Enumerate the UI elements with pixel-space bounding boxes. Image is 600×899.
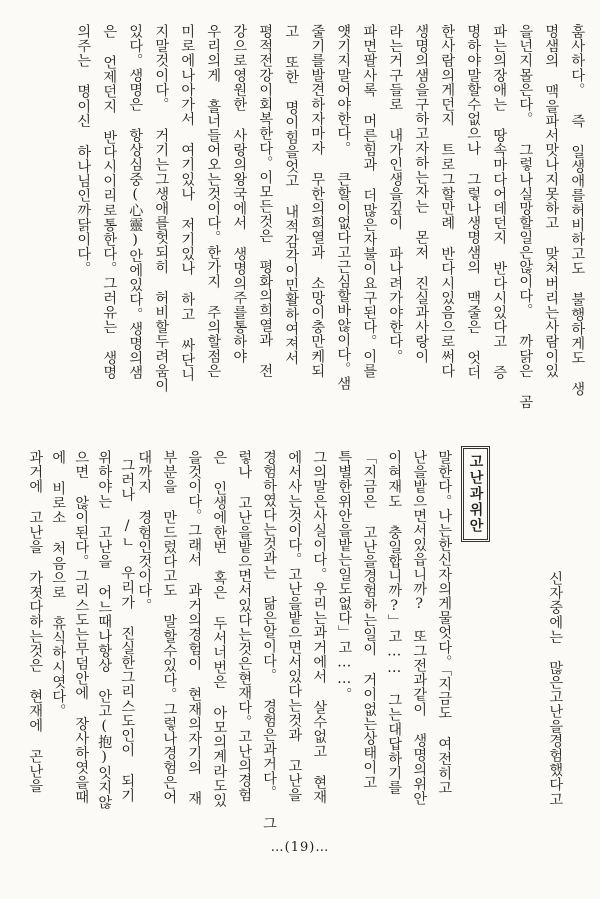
text-column: 있다。생명은 항상심중(心靈)안에있다。생명의샘: [127, 24, 144, 380]
text-column: 을넌지몰은다。 그렇나실망할일은않이다。 까닭은 곰: [517, 24, 534, 409]
text-column: 을것이다。그래서 과거의경험이 현재의자기의 재: [186, 450, 203, 806]
text-column: 난을밭으면서있읍니까? 또그전과같이 생명의위안: [411, 450, 428, 806]
text-column: 지말것이다。 거기는그생애를헛되히 허비할두려움이: [153, 24, 170, 393]
text-column: 은 인생에한번 혹은 두서너번은 아모의계라도있: [211, 450, 228, 808]
text-column: 에서사는것이다。고난을밭으면서있다는것과 고난을: [286, 450, 303, 803]
section-title-box: [461, 446, 490, 542]
text-column: 경험하였다는것과는 닮은알이다。 경험은과거다。 그: [261, 450, 278, 831]
text-column: 에 비로소 처음으로 휴식하시엿다。: [50, 450, 67, 719]
text-column: 얫기지말어야한다。 큰할이없다고근심할바않이다。샘: [335, 24, 352, 391]
text-column: 으면 않이된다。그리스도는무덤안에 장사하엿을때: [73, 450, 90, 804]
text-column: 그러나 /ㄴ 우리가 진실한그리스도인이 되기: [119, 458, 136, 803]
text-column: 강으로영원한 사랑의왕국에서 생명의주를통하야: [231, 24, 248, 364]
text-column: 특별한위안을밭는일도없다」고……。: [336, 450, 353, 702]
text-column: 과거에 고난을 가졋다하는것은 현재에 곤난을: [27, 450, 44, 793]
text-column: 우리의게 흘너들어오는것이다。한가지 주의할점은: [205, 24, 222, 378]
text-column: 명샘의 맥을파서맛나지못하고 맞처버리는사람이있: [543, 24, 560, 378]
text-column: 명하야말할수없으나 그렇나생명샘의 맥줄은 엇더: [465, 24, 482, 380]
text-column: 생명의샘을구하고자하는자는 몬저 진실과사랑이: [413, 24, 430, 364]
text-column: 렇나 고난을밭으면서있다는것은현재다。고난의경험: [236, 450, 253, 803]
text-column: 고 또한 명이힘을엇고 내적감각이민활하여져서: [283, 24, 300, 366]
text-column: 이혀재도 충일합니까?」고…… 그는대답하기를: [386, 450, 403, 795]
text-column: 파는의장애는 땅속마다어데던지 반다시있다고 증: [491, 24, 508, 380]
text-column: 은 언제던지 반다시이리로통한다。그러유는 생명: [101, 24, 118, 380]
text-column: 대까지 경험인것이다。: [136, 450, 153, 613]
text-column: 라는거구들로 내가인생을깊이 파나려가야한다。: [387, 24, 404, 364]
section-title: 고난과위안: [467, 454, 484, 534]
text-column: 평적전강이회복한다。이모든것은 평화의희열과 전: [257, 24, 274, 378]
text-column: 한사람의게던지 트로그할만례 반다시있음으로써다: [439, 24, 456, 378]
text-column: 말한다。나는한신자의게물엇다。「지금도 여전히고: [436, 450, 453, 796]
page-number: …(19)…: [270, 840, 330, 855]
text-column: 줄기를발견하자마자 무한의희열과 소망이충만케되: [309, 24, 326, 378]
text-column: 훔사하다。 즉 일생애를허비하고도 불행하게도 생: [569, 24, 586, 397]
text-column: 위하야는 고난을 어느때나항상 안고(抱)잇지않: [96, 450, 113, 810]
text-column: 그의말은사실이다。우리는과거에서 살수없고 현재: [311, 450, 328, 804]
text-column: 파면팔사록 머른힘과 더많은자불이요구된다。이를: [361, 24, 378, 378]
text-column: 미로에나아가서 여기있나 저기있나 하고 싸단니: [179, 24, 196, 382]
text-column: 신자중에는 많은고난을경험했다고: [547, 571, 564, 807]
text-column: 부분을 만드렀다고도 말할수있다。그렇나경험은어: [161, 450, 178, 804]
text-column: 「지금은 고난을경험하는일이 거이없는상태이고: [361, 450, 378, 790]
text-column: 의주는 명이신 하나님인까닭이다。: [75, 24, 92, 276]
